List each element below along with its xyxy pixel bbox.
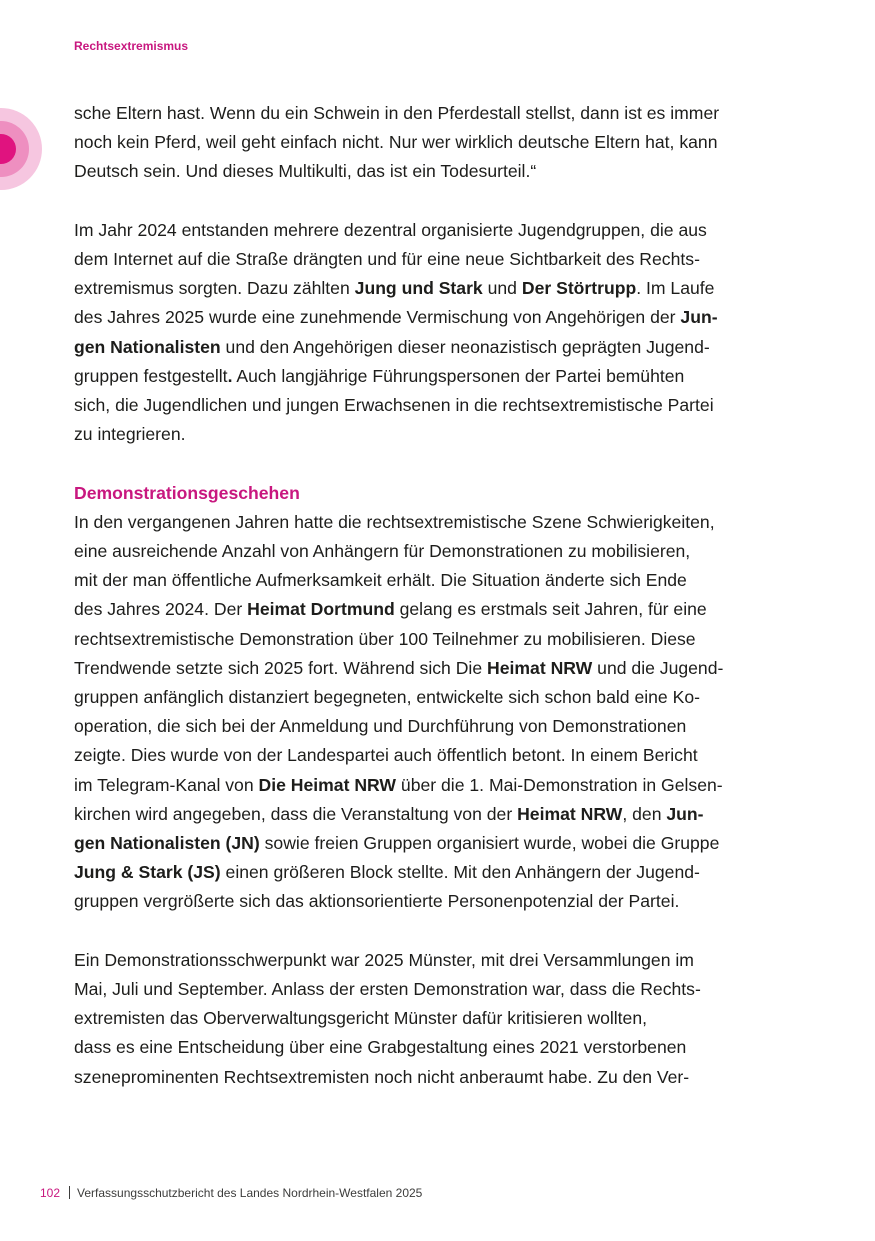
text-line: In den vergangenen Jahren hatte die rechtsextremistische Szene Schwierigkeiten, <box>74 511 715 532</box>
text-line: Im Jahr 2024 entstanden mehrere dezentral organisierte Jugendgruppen, die aus <box>74 219 707 240</box>
running-header: Rechtsextremismus <box>74 39 189 53</box>
target-rings-decoration <box>0 108 42 190</box>
text-line: Mai, Juli und September. Anlass der ersten Demonstration war, dass die Rechts- <box>74 979 701 1000</box>
text-run: einen größeren Block stellte. Mit den Anhängern der Jugend- <box>220 862 700 883</box>
bold-term: Jun- <box>666 803 704 824</box>
text-line: Ein Demonstrationsschwerpunkt war 2025 Münster, mit drei Versammlungen im <box>74 949 694 970</box>
text-run: des Jahres 2024. Der <box>74 599 248 620</box>
text-run: im Telegram-Kanal von <box>74 774 259 795</box>
text-line: zeigte. Dies wurde von der Landespartei auch öffentlich betont. In einem Bericht <box>74 745 698 766</box>
bold-term: Jung und Stark <box>354 278 483 299</box>
text-line: extremisten das Oberverwaltungsgericht Münster dafür kritisieren wollten, <box>74 1008 648 1029</box>
text-run: und den Angehörigen dieser neonazistisch geprägten Jugend- <box>220 336 710 357</box>
text-line <box>74 829 804 858</box>
text-line: zu integrieren. <box>74 424 186 445</box>
text-line <box>74 274 804 303</box>
bold-term: gen Nationalisten <box>74 336 221 357</box>
bold-term: gen Nationalisten (JN) <box>74 833 260 854</box>
text-run: . Im Laufe <box>636 278 715 299</box>
text-line: eine ausreichende Anzahl von Anhängern für Demonstrationen zu mobilisieren, <box>74 541 691 562</box>
text-line: sche Eltern hast. Wenn du ein Schwein in den Pferdestall stellst, dann ist es immer <box>74 103 720 123</box>
bold-term: Heimat NRW <box>517 803 623 824</box>
paragraph-2 <box>74 216 804 450</box>
text-run: des Jahres 2025 wurde eine zunehmende Vermischung von Angehörigen der <box>74 307 681 328</box>
page-footer <box>40 1186 422 1200</box>
publication-title: Verfassungsschutzbericht des Landes Nordrhein-Westfalen 2025 <box>77 1186 423 1200</box>
text-line <box>74 858 804 887</box>
footer-divider <box>69 1186 70 1199</box>
text-line: gruppen vergrößerte sich das aktionsorientierte Personenpotenzial der Partei. <box>74 891 680 912</box>
text-run: sowie freien Gruppen organisiert wurde, wobei die Gruppe <box>259 833 720 854</box>
text-line <box>74 303 804 332</box>
text-run: , den <box>622 803 667 824</box>
bold-term: Die Heimat NRW <box>258 774 397 795</box>
text-line: gruppen anfänglich distanziert begegneten, entwickelte sich schon bald eine Ko- <box>74 687 700 708</box>
bold-term: Jun- <box>680 307 718 328</box>
text-run: und die Jugend- <box>592 657 724 678</box>
text-run: gelang es erstmals seit Jahren, für eine <box>394 599 707 620</box>
text-run: extremismus sorgten. Dazu zählten <box>74 278 355 299</box>
text-line: mit der man öffentliche Aufmerksamkeit erhält. Die Situation änderte sich Ende <box>74 570 687 591</box>
text-line <box>74 654 804 683</box>
bold-term: Jung & Stark (JS) <box>74 862 221 883</box>
section-heading: Demonstrationsgeschehen <box>74 482 300 503</box>
text-run: und <box>482 278 522 299</box>
page-number: 102 <box>40 1186 61 1200</box>
text-run: Trendwende setzte sich 2025 fort. Während sich Die <box>74 657 488 678</box>
text-run: gruppen festgestellt <box>74 365 228 386</box>
text-line <box>74 362 804 391</box>
text-line <box>74 333 804 362</box>
bold-term: Heimat NRW <box>487 657 593 678</box>
text-run: kirchen wird angegeben, dass die Veranstaltung von der <box>74 803 518 824</box>
text-line: operation, die sich bei der Anmeldung und Durchführung von Demonstrationen <box>74 716 687 737</box>
paragraph-1 <box>74 99 804 187</box>
paragraph-4 <box>74 946 804 1092</box>
text-line: Deutsch sein. Und dieses Multikulti, das ist ein Todesurteil.“ <box>74 161 537 182</box>
text-line: dass es eine Entscheidung über eine Grabgestaltung eines 2021 verstorbenen <box>74 1037 687 1058</box>
text-line <box>74 595 804 624</box>
paragraph-3 <box>74 508 804 917</box>
bold-term: Der Störtrupp <box>521 278 637 299</box>
text-line <box>74 771 804 800</box>
text-line: szeneprominenten Rechtsextremisten noch nicht anberaumt habe. Zu den Ver- <box>74 1066 690 1087</box>
bold-term: Heimat Dortmund <box>247 599 395 620</box>
text-line: sich, die Jugendlichen und jungen Erwachsenen in die rechtsextremistische Partei <box>74 395 714 416</box>
text-line: rechtsextremistische Demonstration über 100 Teilnehmer zu mobilisieren. Diese <box>74 628 696 649</box>
text-line: noch kein Pferd, weil geht einfach nicht. Nur wer wirklich deutsche Eltern hat, kann <box>74 132 718 153</box>
text-run: über die 1. Mai-Demonstration in Gelsen- <box>396 774 723 795</box>
text-line <box>74 800 804 829</box>
text-line: dem Internet auf die Straße drängten und für eine neue Sichtbarkeit des Rechts- <box>74 249 700 269</box>
bold-term: . <box>227 365 233 386</box>
body-text <box>74 99 804 1092</box>
text-run: Auch langjährige Führungspersonen der Partei bemühten <box>232 365 685 386</box>
